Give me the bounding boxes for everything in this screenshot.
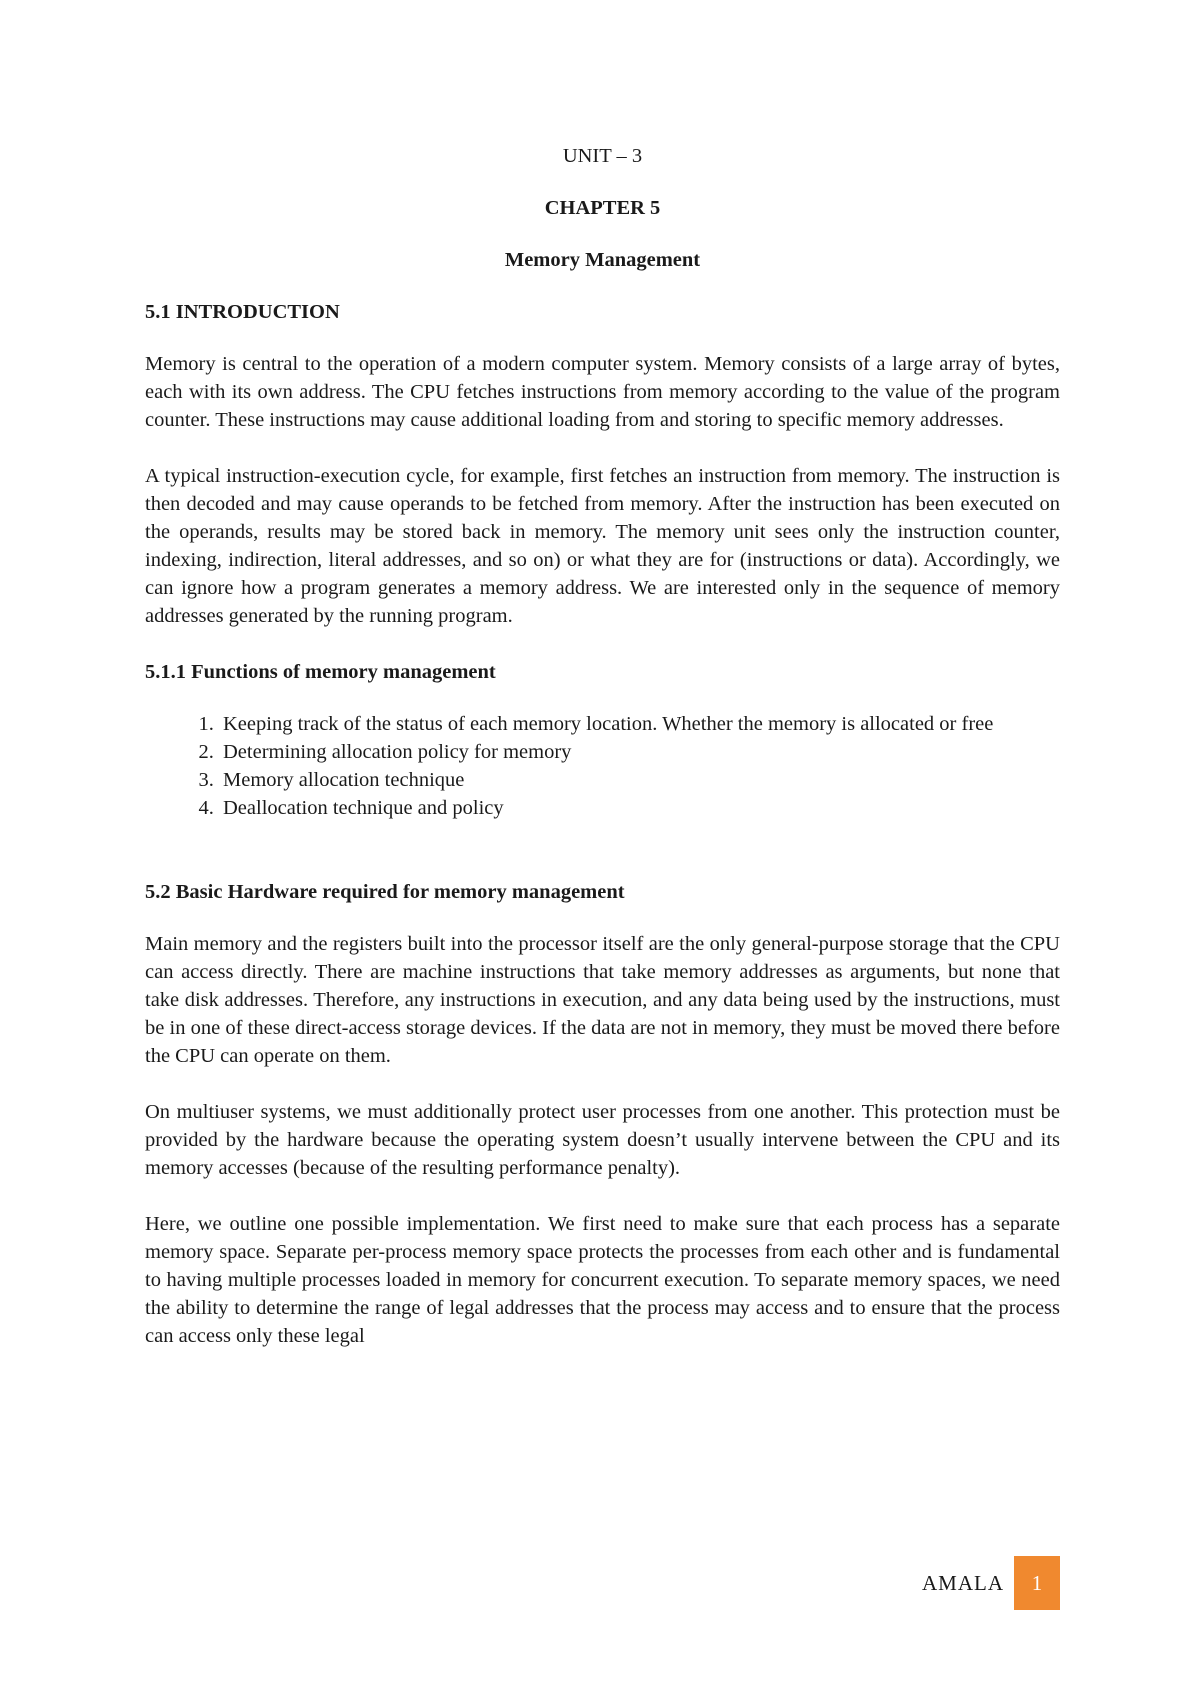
intro-paragraph-2: A typical instruction-execution cycle, for example, first fetches an instruction from memory. The instruction is then decoded and may cause operands to be fetched from memory. After the instruction has been executed on the operands, results may be stored back in memory. The memory unit sees only the instruction counter, indexing, indirection, literal addresses, and so on) or what they are for (instructions or data). Accordingly, we can ignore how a program generates a memory address. We are interested only in the sequence of memory addresses generated by the running program. [145,465,1060,627]
hardware-paragraph-3: Here, we outline one possible implementation. We first need to make sure that each process has a separate memory space. Separate per-process memory space protects the processes from each other and is fundamental to having multiple processes loaded in memory for concurrent execution. To separate memory spaces, we need the ability to determine the range of legal addresses that the process may access and to ensure that the process can access only these legal [145,1213,1060,1347]
unit-label: UNIT – 3 [562,145,643,167]
hardware-paragraph-2: On multiuser systems, we must additionally protect user processes from one another. This protection must be provided by the hardware because the operating system doesn’t usually intervene between the CPU and its memory accesses (because of the resulting performance penalty). [145,1101,1060,1179]
list-item: 4. Deallocation technique and policy [219,794,1060,822]
page-title: Memory Management [504,249,701,271]
list-item: 2. Determining allocation policy for memory [219,738,1060,766]
page-number-badge: 1 [1014,1556,1060,1610]
hardware-paragraph-1: Main memory and the registers built into the processor itself are the only general-purpose storage that the CPU can access directly. There are machine instructions that take memory addresses as arguments, but none that take disk addresses. Therefore, any instructions in execution, and any data being used by the instructions, must be in one of these direct-access storage devices. If the data are not in memory, they must be moved there before the CPU can operate on them. [145,933,1060,1067]
chapter-label: CHAPTER 5 [544,197,661,219]
section-heading-introduction: 5.1 INTRODUCTION [145,301,340,323]
intro-paragraph-1: Memory is central to the operation of a modern computer system. Memory consists of a large array of bytes, each with its own address. The CPU fetches instructions from memory according to the value of the program counter. These instructions may cause additional loading from and storing to specific memory addresses. [145,353,1060,431]
footer-author: AMALA [922,1570,1004,1595]
section-heading-functions: 5.1.1 Functions of memory management [145,661,496,683]
functions-list [145,710,1060,822]
list-item: 1. Keeping track of the status of each memory location. Whether the memory is allocated or free [219,710,1060,738]
page-content [145,142,1060,1378]
page-footer [922,1556,1060,1610]
list-item: 3. Memory allocation technique [219,766,1060,794]
section-heading-hardware: 5.2 Basic Hardware required for memory management [145,881,625,903]
